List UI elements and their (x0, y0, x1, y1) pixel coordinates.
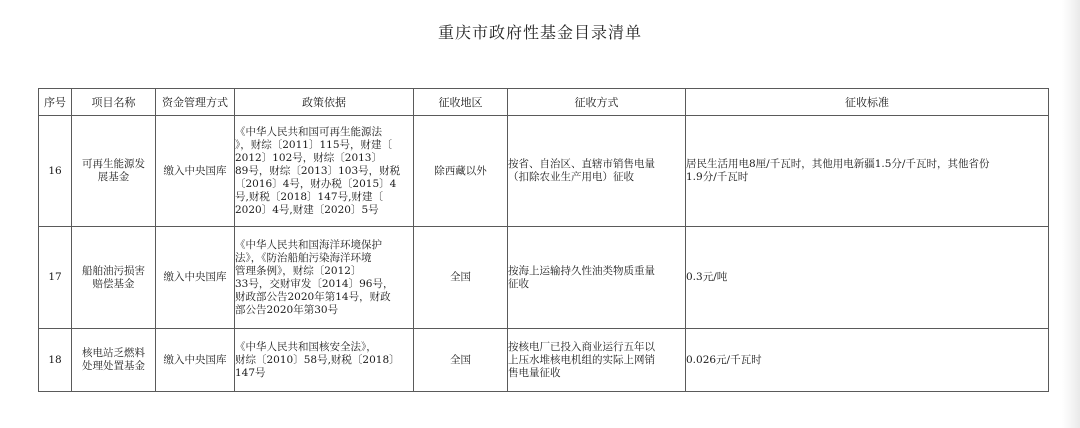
fund-table (38, 88, 1049, 392)
cell-name-line: 核电站乏燃料 (82, 347, 145, 359)
table-row (39, 329, 1049, 392)
cell-method-line: 按核电厂已投入商业运行五年以 (508, 340, 655, 353)
cell-method (508, 329, 686, 392)
cell-name-line: 可再生能源发 (82, 158, 145, 170)
cell-no: 18 (39, 329, 72, 392)
cell-no: 17 (39, 227, 72, 329)
cell-method-line: 征收 (508, 277, 529, 290)
table-row (39, 227, 1049, 329)
cell-name-line: 处理处置基金 (82, 360, 145, 372)
cell-basis-line: 财综〔2010〕58号,财税〔2018〕 (235, 353, 400, 366)
cell-standard-line: 0.026元/千瓦时 (686, 353, 762, 366)
cell-name (72, 116, 156, 227)
cell-basis-line: 〔2016〕4号，财办税〔2015〕4 (235, 177, 397, 190)
document-title: 重庆市政府性基金目录清单 (437, 23, 642, 42)
cell-name (72, 227, 156, 329)
cell-method-line: （扣除农业生产用电）征收 (508, 171, 634, 183)
cell-no: 16 (39, 116, 72, 227)
header-method: 征收方式 (508, 89, 686, 116)
cell-method (508, 116, 686, 227)
cell-basis-line: 33号，交财审发〔2014〕96号， (235, 277, 394, 290)
cell-basis (235, 329, 414, 392)
cell-name-line: 赔偿基金 (92, 277, 135, 290)
cell-method (508, 227, 686, 329)
cell-basis-line: 89号，财综〔2013〕103号，财税 (235, 164, 401, 177)
cell-standard-line: 0.3元/吨 (686, 271, 728, 283)
cell-method-line: 售电量征收 (508, 366, 561, 379)
cell-area: 全国 (414, 227, 508, 329)
cell-basis-line: 《中华人民共和国核安全法》， (235, 340, 377, 353)
cell-basis-line: 《中华人民共和国海洋环境保护 (235, 238, 382, 251)
page-edge-shadow (1062, 0, 1080, 428)
cell-basis-line: 2012〕102号，财综〔2013〕 (235, 151, 382, 164)
cell-basis-line: 号,财税〔2018〕147号,财建〔 (235, 190, 383, 203)
cell-basis-line: 法》，《防治船舶污染海洋环境 (235, 251, 372, 264)
header-no: 序号 (39, 89, 72, 116)
cell-basis-line: 财政部公告2020年第14号，财政 (235, 290, 391, 303)
cell-basis-line: 《中华人民共和国可再生能源法 (235, 125, 382, 138)
cell-method-line: 上压水堆核电机组的实际上网销 (508, 353, 655, 366)
table-row (39, 116, 1049, 227)
cell-standard-line: 居民生活用电8厘/千瓦时，其他用电新疆1.5分/千瓦时，其他省份 (686, 158, 990, 170)
header-management: 资金管理方式 (156, 89, 235, 116)
cell-basis (235, 227, 414, 329)
cell-basis-line: 部公告2020年第30号 (235, 303, 339, 316)
header-row (39, 89, 1049, 116)
cell-method-line: 按省、自治区、直辖市销售电量 (508, 158, 655, 170)
header-name: 项目名称 (72, 89, 156, 116)
cell-management: 缴入中央国库 (156, 329, 235, 392)
cell-basis-line: 》，财综〔2011〕115号，财建〔 (235, 138, 393, 151)
cell-standard-line: 1.9分/千瓦时 (686, 171, 749, 183)
cell-management: 缴入中央国库 (156, 227, 235, 329)
header-basis: 政策依据 (235, 89, 414, 116)
cell-name-line: 船舶油污损害 (82, 264, 145, 277)
cell-basis (235, 116, 414, 227)
cell-standard (686, 116, 1049, 227)
cell-basis-line: 管理条例》，财综〔2012〕 (235, 264, 362, 277)
cell-area: 全国 (414, 329, 508, 392)
cell-basis-line: 147号 (235, 366, 266, 379)
cell-standard (686, 329, 1049, 392)
cell-name (72, 329, 156, 392)
cell-area: 除西藏以外 (414, 116, 508, 227)
cell-name-line: 展基金 (97, 171, 130, 183)
cell-basis-line: 2020〕4号,财建〔2020〕5号 (235, 203, 379, 216)
cell-standard (686, 227, 1049, 329)
header-area: 征收地区 (414, 89, 508, 116)
header-standard: 征收标准 (686, 89, 1049, 116)
cell-method-line: 按海上运输持久性油类物质重量 (508, 264, 655, 277)
cell-management: 缴入中央国库 (156, 116, 235, 227)
